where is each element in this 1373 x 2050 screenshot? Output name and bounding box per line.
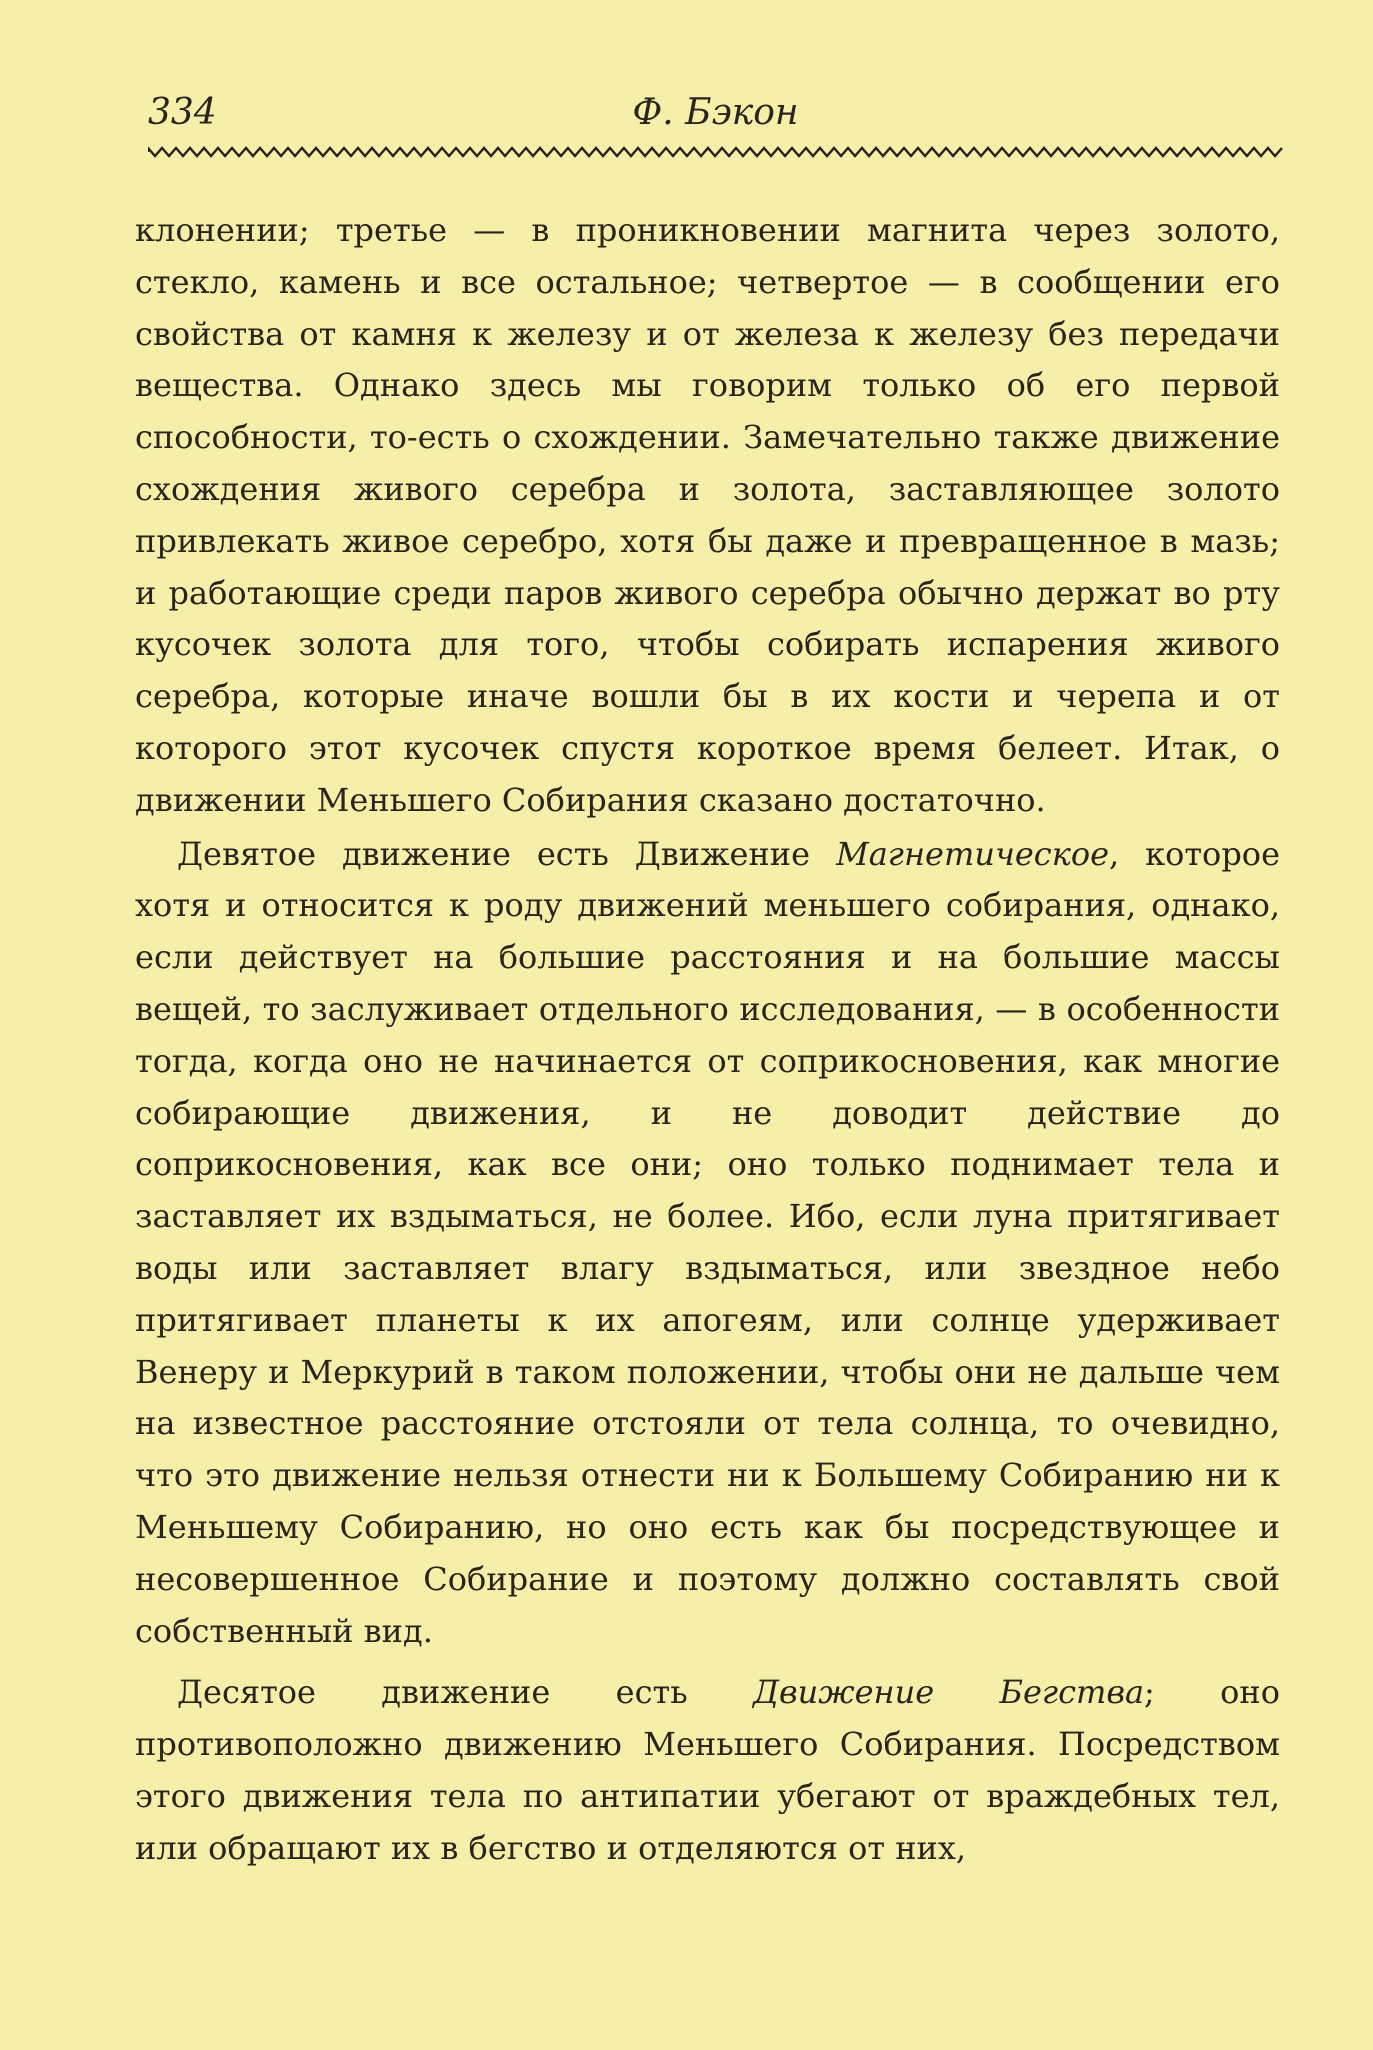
paragraph-2-text-end: , которое хотя и относится к роду движений меньшего собирания, однако, если действует на большие расстояния и на большие массы вещей, то заслуживает отдельного исследования, — в особенности тогда, когда оно не начинается от соприкосновения, как многие собирающие движения, и не доводит действие до соприкосновения, как все они; оно только поднимает тела и заставляет их вздыматься, не более. Ибо, если луна притягивает воды или заставляет влагу вздыматься, или звездное небо притягивает планеты к их апогеям, или солнце удерживает Венеру и Меркурий в таком положении, чтобы они не дальше чем на известное расстояние отстояли от тела солнца, то очевидно, что это движение нельзя отнести ни к Большему Собиранию ни к Меньшему Собиранию, но оно есть как бы посредствующее и несовершенное Собирание и поэтому должно составлять свой собственный вид. (135, 834, 1280, 1650)
running-head: Ф. Бэкон (632, 92, 799, 133)
paragraph-2 (135, 829, 1280, 1658)
header-wavy-rule (148, 146, 1283, 158)
paragraph-3 (135, 1667, 1280, 1874)
paragraph-2-text-start: Девятое движение есть Движение (177, 834, 836, 873)
page-header (148, 92, 1283, 142)
paragraph-2-italic-term: Магнетическое (835, 834, 1110, 873)
paragraph-3-italic-term: Движение Бегства (752, 1673, 1145, 1712)
page-number: 334 (148, 92, 217, 133)
paragraph-3-text-start: Десятое движение есть (177, 1673, 753, 1712)
body-text (135, 205, 1280, 1875)
paragraph-1-text: клонении; третье — в проникновении магнита через золото, стекло, камень и все остальное; четвертое — в сообщении его свойства от камня к железу и от железа к железу без передачи вещества. Однако здесь мы говорим только об его первой способности, то-есть о схождении. Замечательно также движение схождения живого серебра и золота, заставляющее золото привлекать живое серебро, хотя бы даже и превращенное в мазь; и работающие среди паров живого серебра обычно держат во рту кусочек золота для того, чтобы собирать испарения живого серебра, которые иначе вошли бы в их кости и черепа и от которого этот кусочек спустя короткое время белеет. Итак, о движении Меньшего Собирания сказано достаточно. (135, 211, 1280, 819)
paragraph-1 (135, 205, 1280, 827)
paragraph-3-text-end: ; оно противоположно движению Меньшего Собирания. Посредством этого движения тела по антипатии убегают от враждебных тел, или обращают их в бегство и отделяются от них, (135, 1673, 1281, 1867)
